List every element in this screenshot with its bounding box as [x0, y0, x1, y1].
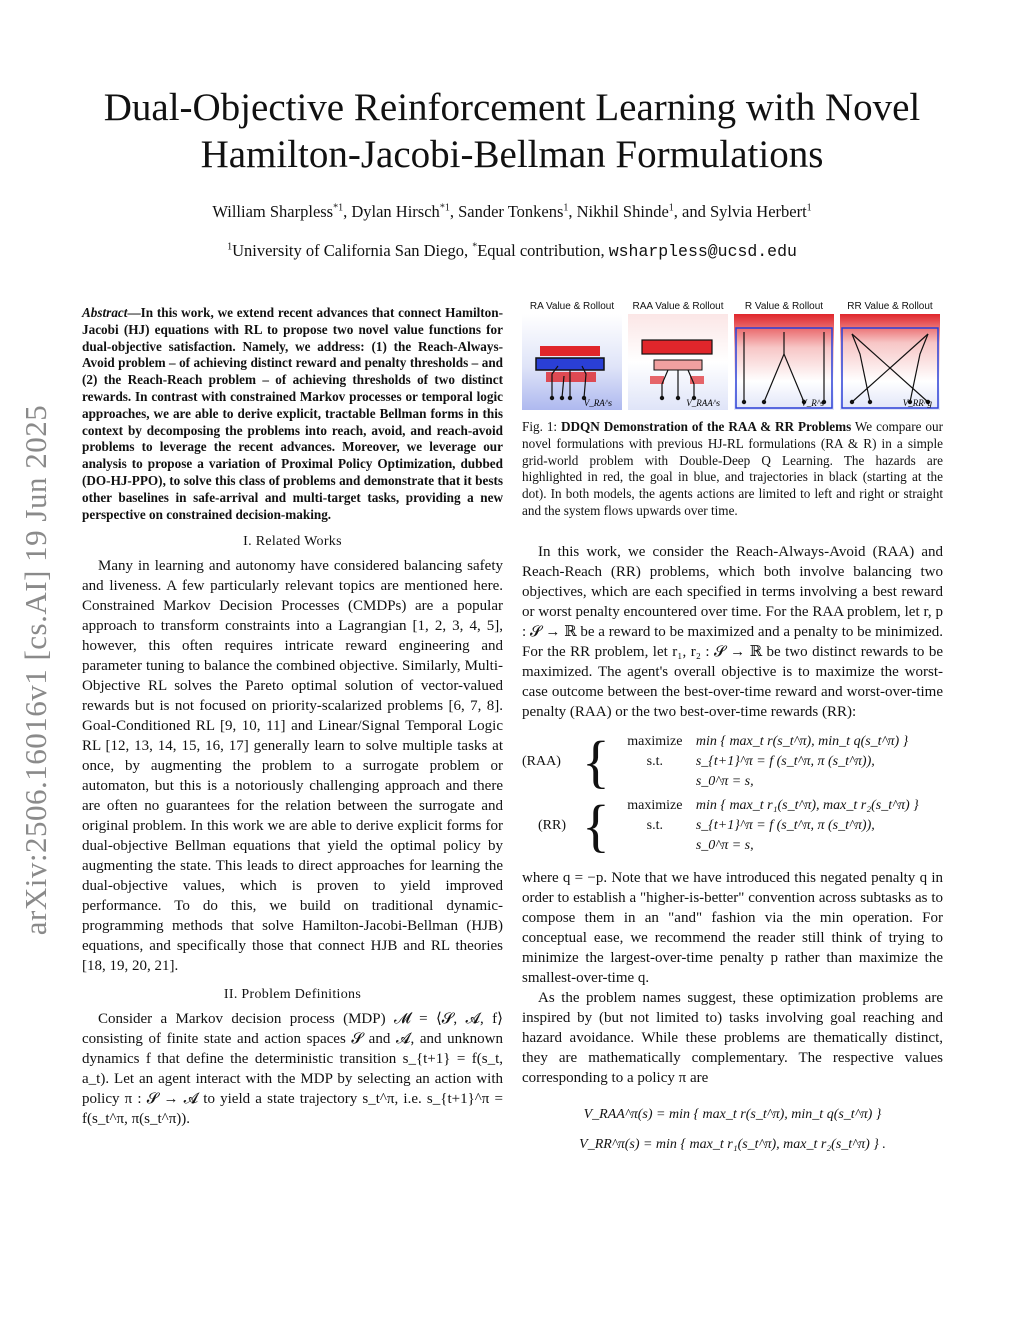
figure-caption — [522, 419, 943, 520]
problem-definitions-paragraph: Consider a Markov decision process (MDP) 𝓜 = ⟨𝓢, 𝓐, f⟩ consisting of finite state and action spaces 𝓢 and 𝓐, and unknown dynamics f that define the deterministic transition s_{t+1} = f(s_t, a_t). Let an agent interact with the MDP by selecting an action with policy π : 𝓢 → 𝓐 to yield a state trajectory s_t^π, i.e. s_{t+1}^π = f(s_t^π, π(s_t^π)). — [82, 1011, 503, 1128]
eq-label-raa: (RAA) — [522, 753, 561, 769]
brace-icon: { — [582, 728, 610, 794]
figure-panels — [522, 300, 943, 415]
eq-label-rr: (RR) — [538, 817, 566, 833]
eq-rr-initial: s_0^π = s, — [695, 837, 754, 853]
caption-label: Fig. 1: — [522, 419, 561, 434]
author-name: Dylan Hirsch — [351, 202, 440, 221]
value-label-ra: V_RA^s — [583, 398, 612, 408]
value-equations — [522, 1100, 943, 1160]
section-heading-related-works: I. Related Works — [243, 534, 342, 550]
author-separator: , — [568, 202, 577, 221]
abstract — [82, 305, 503, 523]
arxiv-stamp-text: arXiv:2506.16016v1 [cs.AI] 19 Jun 2025 — [18, 404, 53, 936]
abstract-label: Abstract — [82, 305, 128, 320]
panel-title-r: R Value & Rollout — [744, 301, 824, 312]
equation-rr — [522, 794, 943, 858]
author-name: Sylvia Herbert — [709, 202, 807, 221]
eq-rr-objective-word: maximize — [627, 797, 683, 813]
author-separator: , and — [673, 202, 710, 221]
figure-panel-r — [734, 300, 834, 415]
figure-1 — [522, 300, 943, 520]
section-heading-problem-definitions: II. Problem Definitions — [223, 987, 362, 1003]
author-name: Nikhil Shinde — [576, 202, 669, 221]
values-paragraph: As the problem names suggest, these optimization problems are inspired by (but not limited to) tasks involving goal reaching and hazard avoidance. While these problems are thematically distinct, they are mathematically complementary. The respective values corresponding to a policy π are — [522, 989, 943, 1086]
title-line-1: Dual-Objective Reinforcement Learning with Novel — [103, 86, 921, 129]
panel-plot-rr — [840, 314, 940, 410]
author-affil-mark: 1 — [563, 202, 569, 214]
affil-text-2: Equal contribution, — [477, 241, 609, 260]
right-column — [522, 300, 943, 1160]
abstract-text: —In this work, we extend recent advances that connect Hamilton-Jacobi (HJ) equations with RL to propose two novel value functions for dual-objective satisfaction. Namely, we address: (1) the Reach-Always-Avoid problem – of achieving distinct reward and penalty thresholds – and (2) the Reach-Reach problem – of achieving thresholds of two distinct rewards. In contrast with constrained Markov processes or temporal logic approaches, we are able to derive explicit, tractable Bellman forms in this context by decomposing the problems into reach, avoid, and reach-avoid problems to leverage the recent advances. Moreover, we leverage our analysis to propose a variation of Proximal Policy Optimization, dubbed (DO-HJ-PPO), to solve this class of problems and demonstrate that it bests other baselines in safe-arrival and multi-target tasks, providing a new perspective on constrained decision-making. — [82, 305, 503, 522]
panel-plot-r — [734, 314, 834, 410]
author-separator: , — [343, 202, 352, 221]
affil-text-1: University of California San Diego, — [232, 241, 473, 260]
arxiv-stamp — [8, 380, 64, 960]
author-separator: , — [449, 202, 459, 221]
title-line-2: Hamilton-Jacobi-Bellman Formulations — [200, 133, 824, 176]
author-name: Sander Tonkens — [458, 202, 564, 221]
left-column — [82, 305, 503, 1129]
eq-raa-st-word: s.t. — [646, 753, 664, 769]
value-label-rr: V_RR^g — [902, 398, 932, 408]
panel-title-rr: RR Value & Rollout — [847, 301, 933, 312]
author-email-link[interactable]: wsharpless@ucsd.edu — [608, 242, 797, 261]
paper-title — [60, 84, 964, 178]
hazard-region — [546, 372, 596, 382]
eq-value-rr: V_RR^π(s) = min { max_t r₁(s_t^π), max_t r₂(s_t^π) } . — [579, 1136, 886, 1152]
eq-raa-objective-word: maximize — [627, 733, 683, 749]
panel-plot-ra — [522, 314, 622, 410]
brace-icon: { — [582, 792, 610, 858]
author-list — [60, 202, 964, 222]
eq-rr-dynamics: s_{t+1}^π = f (s_t^π, π (s_t^π)), — [695, 817, 875, 833]
goal-region — [536, 358, 604, 370]
figure-panel-rr — [840, 300, 940, 415]
eq-rr-objective: min { max_t r₁(s_t^π), max_t r₂(s_t^π) } — [695, 797, 919, 813]
caption-text: We compare our novel formulations with previous HJ-RL formulations (RA & R) in a simple grid-world problem with Double-Deep Q Learning. The hazards are highlighted in red, the goal in blue, and trajectories in black (starting at the dot). In both models, the agents actions are limited to left and right or straight and the system flows upwards over time. — [522, 419, 943, 518]
author-affil-mark: *1 — [439, 202, 450, 214]
negated-penalty-paragraph: where q = −p. Note that we have introduced this negated penalty q in order to establish a "higher-is-better" convention across subtasks as to compose them in an "and" fashion via the min operation. For conceptual ease, we recommend the reader still think of trying to minimize the largest-over-time penalty p rather than maximize the smallest-over-time q. — [522, 869, 943, 986]
author-affil-mark: 1 — [806, 202, 812, 214]
eq-raa-dynamics: s_{t+1}^π = f (s_t^π, π (s_t^π)), — [695, 753, 875, 769]
hazard-region — [654, 360, 702, 370]
intro-paragraph: In this work, we consider the Reach-Always-Avoid (RAA) and Reach-Reach (RR) problems, which both involve balancing two objectives, which are each specified in terms involving a best reward or worst penalty encountered over time. For the RAA problem, let r, p : 𝓢 → ℝ be a reward to be maximized and a penalty to be minimized. For the RR problem, let r₁, r₂ : 𝓢 → ℝ be two distinct rewards to be maximized. The agent's overall objective is to maximize the worst-case outcome between the best-over-time reward and worst-over-time penalty (RAA) or the two best-over-time rewards (RR): — [522, 543, 943, 720]
author-affil-mark: *1 — [333, 202, 344, 214]
hazard-region — [642, 340, 712, 354]
panel-title-raa: RAA Value & Rollout — [632, 301, 724, 312]
panel-plot-raa — [628, 314, 728, 410]
figure-panel-raa — [628, 300, 728, 415]
hazard-region — [540, 346, 600, 356]
value-label-raa: V_RAA^s — [686, 398, 720, 408]
affil-mark-2: * — [472, 241, 478, 253]
value-label-r: V_R^s — [801, 398, 824, 408]
caption-bold: DDQN Demonstration of the RAA & RR Problems — [561, 419, 852, 434]
eq-raa-initial: s_0^π = s, — [695, 773, 754, 789]
affiliation — [60, 241, 964, 261]
affil-mark-1: 1 — [227, 241, 233, 253]
author-name: William Sharpless — [212, 202, 334, 221]
related-works-paragraph: Many in learning and autonomy have considered balancing safety and liveness. A few particularly relevant topics are mentioned here. Constrained Markov Decision Processes (CMDPs) are a popular approach to transform constraints into a Lagrangian [1, 2, 3, 4, 5], however, this often requires intricate reward engineering and parameter tuning to balance the combined objective. Similarly, Multi-Objective RL solves the Pareto optimal solution of vector-valued rewards but is not focused on priority-scalarized problems [6, 7, 8]. Goal-Conditioned RL [9, 10, 11] and Linear/Signal Temporal Logic RL [12, 13, 14, 15, 16, 17] generally learn to solve multiple tasks at once, by augmenting the problem to a surrogate problem or automaton, but this is a notoriously challenging approach and there are often no guarantees for the relation between the surrogate and original problem. In this work we are able to derive explicit forms for dual-objective Bellman equations that yield the optimal policy by augmenting the state. This leads to direct approaches for learning the dual-objective values, which is proven to yield improved performance. To do this, we build on traditional dynamic-programming methods that solve Hamilton-Jacobi-Bellman (HJB) equations, and specifically those that connect HJB and RL theories [18, 19, 20, 21]. — [82, 558, 503, 975]
eq-value-raa: V_RAA^π(s) = min { max_t r(s_t^π), min_t q(s_t^π) } — [583, 1106, 882, 1122]
equation-raa — [522, 730, 943, 794]
eq-raa-objective: min { max_t r(s_t^π), min_t q(s_t^π) } — [695, 733, 909, 749]
author-affil-mark: 1 — [668, 202, 674, 214]
figure-panel-ra — [522, 300, 622, 415]
panel-title-ra: RA Value & Rollout — [529, 301, 615, 312]
eq-rr-st-word: s.t. — [646, 817, 664, 833]
